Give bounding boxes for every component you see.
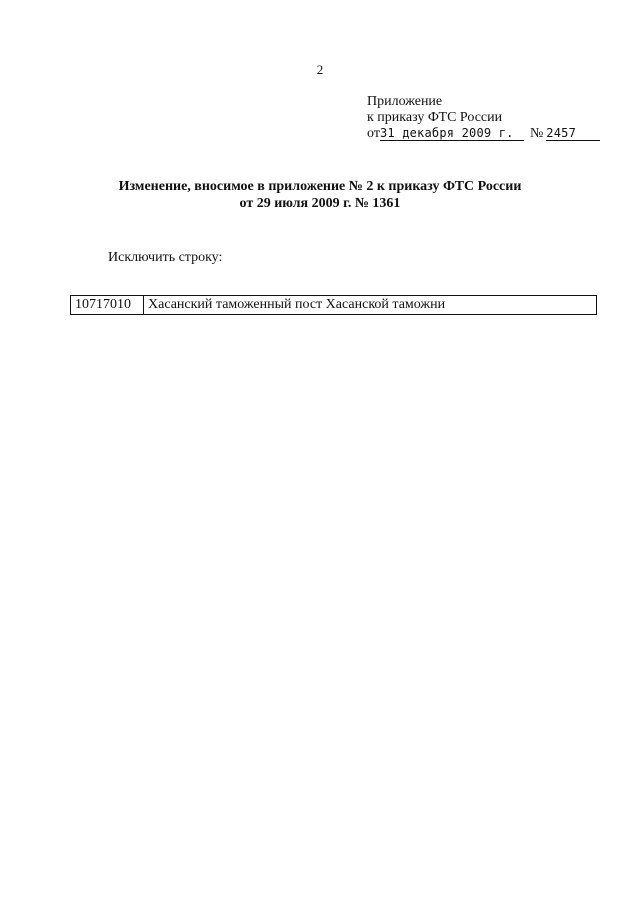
title-line-1: Изменение, вносимое в приложение № 2 к приказу ФТС России xyxy=(118,179,522,194)
excluded-row-table xyxy=(70,295,597,315)
appendix-date-line xyxy=(367,126,600,142)
title-line-2: от 29 июля 2009 г. № 1361 xyxy=(239,196,401,211)
customs-code-cell: 10717010 xyxy=(71,296,144,315)
appendix-date-prefix: от xyxy=(367,126,380,141)
appendix-number: 2457 xyxy=(546,127,600,141)
appendix-number-sign: № xyxy=(529,126,544,141)
appendix-label: Приложение xyxy=(367,94,443,109)
appendix-header xyxy=(367,94,600,142)
customs-post-name-cell: Хасанский таможенный пост Хасанской таможни xyxy=(144,296,597,315)
appendix-date: 31 декабря 2009 г. xyxy=(380,127,524,141)
appendix-order-ref: к приказу ФТС России xyxy=(367,110,503,125)
instruction-text: Исключить строку: xyxy=(108,250,223,265)
page-number: 2 xyxy=(316,62,324,77)
document-title xyxy=(0,178,640,212)
table-row xyxy=(71,296,597,315)
